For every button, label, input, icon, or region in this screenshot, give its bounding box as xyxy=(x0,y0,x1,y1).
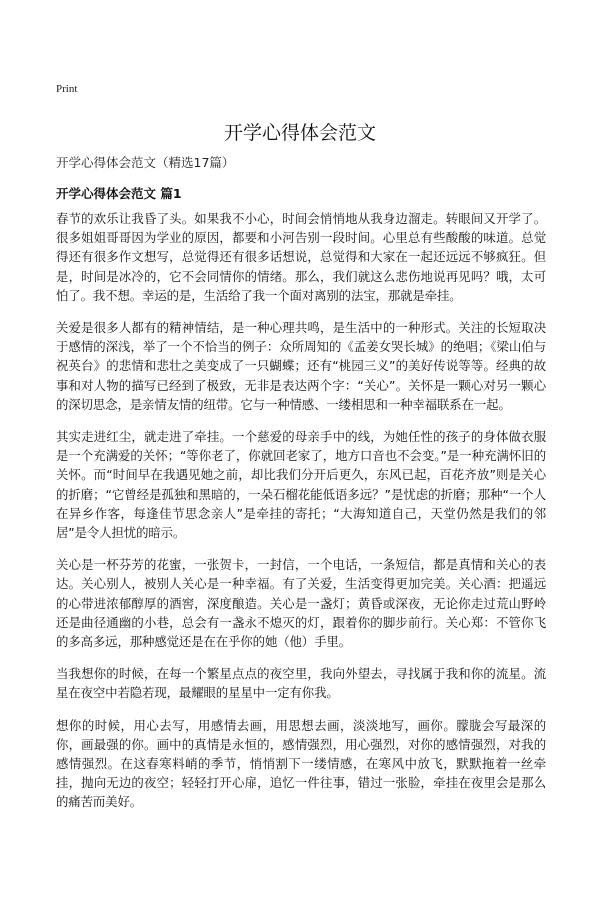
paragraph: 当我想你的时候，在每一个繁星点点的夜空里，我向外望去，寻找属于我和你的流星。流星在夜空中若隐若现，最耀眼的星星中一定有你我。 xyxy=(56,666,546,701)
paragraph: 其实走进红尘，就走进了牵挂。一个慈爱的母亲手中的线，为她任性的孩子的身体做衣服是一个充满爱的关怀；“等你老了，你就回老家了，地方口音也不会变。”是一种充满怀旧的关怀。而“时间早在我遇见她之前，却比我们分开后更久，东风已起，百花齐放”则是关心的折磨；“它曾经是孤独和黑暗的，一朵石榴花能低语多远？”是忧虑的折磨；那种“一个人在异乡作客，每逢佳节思念亲人”是牵挂的寄托；“大海知道自己，天堂仍然是我们的邻居”是令人担忧的暗示。 xyxy=(56,429,546,541)
document-title: 开学心得体会范文 xyxy=(223,122,376,144)
document-subtitle: 开学心得体会范文（精选17篇） xyxy=(56,155,235,170)
paragraph: 想你的时候，用心去写，用感情去画，用思想去画，淡淡地写，画你。朦胧会写最深的你，画最强的你。画中的真情是永恒的，感情强烈，用心强烈，对你的感情强烈，对我的感情强烈。在这春寒料峭的季节，悄悄割下一缕情感，在寒风中放飞，默默拖着一丝牵挂，抛向无边的夜空；轻轻打开心扉，追忆一件往事，错过一张脸，牵挂在夜里会是那么的痛苦而美好。 xyxy=(56,717,546,810)
section-heading: 开学心得体会范文 篇1 xyxy=(56,186,182,201)
paragraph: 春节的欢乐让我昏了头。如果我不小心，时间会悄悄地从我身边溜走。转眼间又开学了。很多姐姐哥哥因为学业的原因，都要和小河告别一段时间。心里总有些酸酸的味道。总觉得还有很多作文想写，总觉得还有很多话想说，总觉得和大家在一起还远远不够疯狂。但是，时间是冰冷的，它不会同情你的情绪。那么，我们就这么悲伤地说再见吗？哦，太可怕了。我不想。幸运的是，生活给了我一个面对离别的法宝，那就是牵挂。 xyxy=(56,211,546,303)
paragraph: 关爱是很多人都有的精神情结，是一种心理共鸣，是生活中的一种形式。关注的长短取决于感情的深浅，举了一个不恰当的例子：众所周知的《孟姜女哭长城》的绝唱；《梁山伯与祝英台》的悲情和悲壮之美变成了一只蝴蝶；还有“桃园三义”的美好传说等等。经典的故事和对人物的描写已经到了极致，无非是表达两个字：“关心”。关怀是一颗心对另一颗心的深切思念，是亲情友情的纽带。它与一种情感、一缕相思和一种幸福联系在一起。 xyxy=(56,320,546,412)
document-body xyxy=(56,209,546,825)
paragraph: 关心是一杯芬芳的花蜜，一张贺卡，一封信，一个电话，一条短信，都是真情和关心的表达。关心别人，被别人关心是一种幸福。有了关爱，生活变得更加完美。关心酒：把遥远的心带进浓郁醇厚的酒窖，深度酿造。关心是一盏灯；黄昏或深夜，无论你走过荒山野岭还是曲径通幽的小巷，总会有一盏永不熄灭的灯，跟着你的脚步前行。关心郑：不管你飞的多高多远，那种感觉还是在在乎你的她（他）手里。 xyxy=(56,557,546,650)
print-label: Print xyxy=(56,83,78,95)
